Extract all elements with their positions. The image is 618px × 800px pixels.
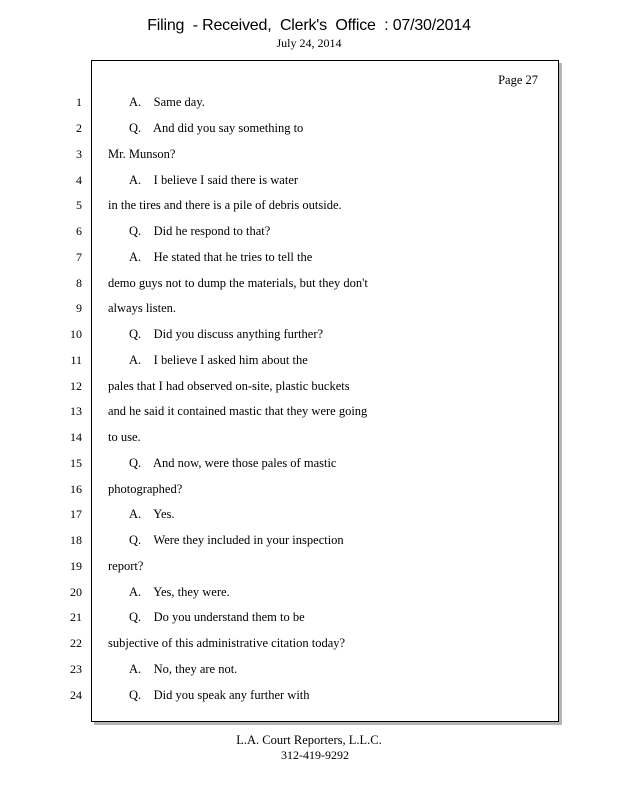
- line-number: 8: [76, 276, 82, 290]
- line-number-column: [0, 0, 90, 760]
- line-number: 21: [70, 610, 82, 624]
- transcript-line: Q. Did he respond to that?: [129, 224, 271, 238]
- transcript-line: Q. Did you discuss anything further?: [129, 327, 324, 341]
- transcript-line: always listen.: [108, 301, 177, 315]
- transcript-line: pales that I had observed on-site, plastic buckets: [108, 379, 350, 393]
- transcript-line: in the tires and there is a pile of debris outside.: [108, 198, 342, 212]
- transcript-line: A. He stated that he tries to tell the: [129, 250, 313, 264]
- line-number: 2: [76, 121, 82, 135]
- transcript-line: to use.: [108, 430, 141, 444]
- transcript-line: Q. Did you speak any further with: [129, 688, 310, 702]
- line-number: 12: [70, 379, 82, 393]
- line-number: 24: [70, 688, 82, 702]
- line-number: 15: [70, 456, 82, 470]
- transcript-line: and he said it contained mastic that they were going: [108, 404, 368, 418]
- line-number: 14: [70, 430, 82, 444]
- page-number: Page 27: [498, 73, 538, 87]
- line-number: 1: [76, 95, 82, 109]
- line-number: 17: [70, 507, 82, 521]
- transcript-line: Q. And did you say something to: [129, 121, 304, 135]
- transcript-line: photographed?: [108, 482, 183, 496]
- deposition-date: July 24, 2014: [276, 36, 342, 50]
- transcript-line: A. Yes.: [129, 507, 175, 521]
- transcript-line: Mr. Munson?: [108, 147, 176, 161]
- line-number: 18: [70, 533, 82, 547]
- footer-reporter: L.A. Court Reporters, L.L.C.: [236, 733, 382, 747]
- line-number: 11: [70, 353, 82, 367]
- line-number: 9: [76, 301, 82, 315]
- transcript-line: Q. Were they included in your inspection: [129, 533, 344, 547]
- line-number: 16: [70, 482, 82, 496]
- transcript-line: A. Yes, they were.: [129, 585, 230, 599]
- line-number: 7: [76, 250, 82, 264]
- line-number: 23: [70, 662, 82, 676]
- line-number: 19: [70, 559, 82, 573]
- transcript-line: demo guys not to dump the materials, but they don't: [108, 276, 368, 290]
- transcript-line: A. No, they are not.: [129, 662, 238, 676]
- line-number: 20: [70, 585, 82, 599]
- line-number: 5: [76, 198, 82, 212]
- transcript-line: A. Same day.: [129, 95, 205, 109]
- line-number: 22: [70, 636, 82, 650]
- transcript-line: A. I believe I asked him about the: [129, 353, 308, 367]
- line-number: 4: [76, 173, 82, 187]
- line-number: 3: [76, 147, 82, 161]
- transcript-line: Q. And now, were those pales of mastic: [129, 456, 337, 470]
- line-number: 6: [76, 224, 82, 238]
- transcript-line: A. I believe I said there is water: [129, 173, 299, 187]
- line-number: 10: [70, 327, 82, 341]
- transcript-line: Q. Do you understand them to be: [129, 610, 305, 624]
- line-number: 13: [70, 404, 82, 418]
- filing-stamp: Filing - Received, Clerk's Office : 07/30/2014: [147, 17, 471, 34]
- footer-phone: 312-419-9292: [281, 748, 349, 762]
- transcript-line: subjective of this administrative citation today?: [108, 636, 346, 650]
- transcript-line: report?: [108, 559, 144, 573]
